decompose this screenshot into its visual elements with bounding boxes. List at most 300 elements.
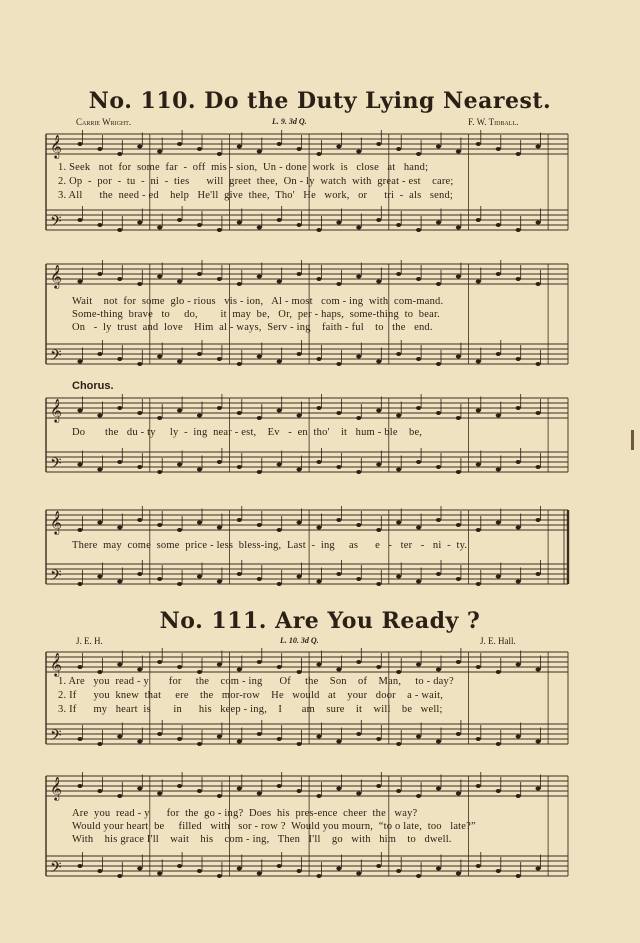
note-head [416, 357, 421, 361]
note-head [137, 572, 142, 576]
note-head [416, 663, 421, 667]
note-head [496, 223, 501, 227]
note-head [97, 468, 102, 472]
note-head [77, 360, 82, 364]
note-head [336, 572, 341, 576]
note-head [217, 406, 222, 410]
note-head [496, 869, 501, 873]
note-head [416, 874, 421, 878]
note-head [436, 668, 441, 672]
note-head [117, 460, 122, 464]
note-head [356, 872, 361, 876]
note-head [476, 528, 481, 532]
hymn-111-verse-2: 2. If you knew that ere the mor-row He would at your door a - wait, [58, 690, 444, 701]
note-head [157, 470, 162, 474]
note-head [197, 789, 202, 793]
note-head [117, 228, 122, 232]
note-head [77, 409, 82, 413]
note-head [516, 228, 521, 232]
note-head [97, 223, 102, 227]
chorus-label: Chorus. [72, 380, 114, 392]
note-head [237, 518, 242, 522]
note-head [97, 869, 102, 873]
svg-text:𝄞: 𝄞 [50, 134, 62, 158]
note-head [157, 872, 162, 876]
note-head [117, 874, 122, 878]
svg-text:𝄞: 𝄞 [50, 510, 62, 534]
note-head [356, 416, 361, 420]
note-head [416, 228, 421, 232]
note-head [436, 572, 441, 576]
note-head [197, 352, 202, 356]
note-head [356, 523, 361, 527]
note-head [117, 580, 122, 584]
note-head [536, 572, 541, 576]
note-head [516, 794, 521, 798]
note-head [516, 357, 521, 361]
note-head [177, 864, 182, 868]
note-head [376, 665, 381, 669]
note-head [336, 465, 341, 469]
note-head [297, 414, 302, 418]
note-head [396, 521, 401, 525]
note-head [97, 575, 102, 579]
note-head [237, 362, 242, 366]
note-head [476, 409, 481, 413]
note-head [416, 277, 421, 281]
hymn-111-verse-3: 3. If my heart is in his keep - ing, I am sure it will be well; [58, 704, 443, 715]
note-head [396, 223, 401, 227]
note-head [496, 670, 501, 674]
note-head [77, 280, 82, 284]
note-head [336, 867, 341, 871]
note-head [297, 468, 302, 472]
note-head [396, 352, 401, 356]
note-head [117, 794, 122, 798]
note-head [97, 352, 102, 356]
note-head [516, 526, 521, 530]
note-head [117, 526, 122, 530]
hymn-111-line-2c: With his grace I'll wait his com - ing, Then I'll go with him to dwell. [72, 834, 452, 845]
note-head [356, 470, 361, 474]
note-head [297, 223, 302, 227]
hymn-110-meter: L. 9. 3d Q. [272, 117, 307, 126]
note-head [496, 789, 501, 793]
hymn-110-chorus-system-1 [0, 390, 640, 490]
note-head [336, 740, 341, 744]
note-head [516, 580, 521, 584]
note-head [456, 470, 461, 474]
note-head [197, 742, 202, 746]
note-head [436, 518, 441, 522]
svg-text:𝄞: 𝄞 [50, 776, 62, 800]
note-head [356, 275, 361, 279]
note-head [456, 226, 461, 230]
hymn-110-line-2a: Wait not for some glo - rious vis - ion, Al - most com - ing with com-mand. [72, 296, 444, 307]
note-head [157, 577, 162, 581]
note-head [476, 864, 481, 868]
note-head [137, 411, 142, 415]
note-head [476, 360, 481, 364]
note-head [396, 272, 401, 276]
note-head [217, 735, 222, 739]
note-head [476, 665, 481, 669]
hymn-110-line-2b: Some-thing brave to do, it may be, Or, per - haps, some-thing to bear. [72, 309, 440, 320]
note-head [277, 784, 282, 788]
note-head [137, 787, 142, 791]
note-head [516, 152, 521, 156]
note-head [376, 582, 381, 586]
note-head [376, 864, 381, 868]
note-head [177, 737, 182, 741]
note-head [277, 665, 282, 669]
note-head [376, 218, 381, 222]
note-head [436, 740, 441, 744]
note-head [297, 742, 302, 746]
note-head [197, 223, 202, 227]
note-head [177, 784, 182, 788]
note-head [356, 732, 361, 736]
note-head [237, 282, 242, 286]
note-head [217, 794, 222, 798]
note-head [217, 460, 222, 464]
note-head [536, 465, 541, 469]
note-head [516, 277, 521, 281]
note-head [376, 784, 381, 788]
note-head [217, 277, 222, 281]
note-head [157, 732, 162, 736]
note-head [316, 735, 321, 739]
note-head [197, 575, 202, 579]
note-head [137, 867, 142, 871]
svg-text:𝄢: 𝄢 [50, 859, 62, 880]
note-head [536, 221, 541, 225]
note-head [277, 463, 282, 467]
note-head [117, 735, 122, 739]
note-head [177, 142, 182, 146]
note-head [257, 792, 262, 796]
note-head [456, 355, 461, 359]
note-head [217, 663, 222, 667]
svg-text:𝄢: 𝄢 [50, 213, 62, 234]
note-head [456, 523, 461, 527]
note-head [436, 362, 441, 366]
note-head [456, 416, 461, 420]
note-head [277, 218, 282, 222]
hymn-111-verse-1: 1. Are you read - y for the com - ing Of the Son of Man, to - day? [58, 676, 454, 687]
note-head [416, 460, 421, 464]
note-head [257, 577, 262, 581]
note-head [416, 735, 421, 739]
note-head [297, 147, 302, 151]
note-head [137, 668, 142, 672]
note-head [376, 142, 381, 146]
hymn-111-lyricist: J. E. H. [76, 636, 103, 646]
note-head [416, 406, 421, 410]
note-head [316, 580, 321, 584]
note-head [436, 867, 441, 871]
note-head [77, 463, 82, 467]
note-head [496, 414, 501, 418]
note-head [316, 460, 321, 464]
note-head [297, 352, 302, 356]
note-head [297, 521, 302, 525]
note-head [476, 280, 481, 284]
note-head [376, 280, 381, 284]
note-head [297, 670, 302, 674]
note-head [197, 670, 202, 674]
note-head [316, 526, 321, 530]
page-edge-mark [631, 430, 634, 450]
note-head [77, 737, 82, 741]
note-head [257, 226, 262, 230]
note-head [97, 670, 102, 674]
note-head [436, 145, 441, 149]
note-head [97, 521, 102, 525]
note-head [436, 411, 441, 415]
note-head [77, 665, 82, 669]
note-head [237, 572, 242, 576]
note-head [516, 406, 521, 410]
note-head [277, 409, 282, 413]
note-head [316, 277, 321, 281]
note-head [277, 528, 282, 532]
note-head [376, 463, 381, 467]
note-head [277, 864, 282, 868]
note-head [277, 360, 282, 364]
note-head [217, 357, 222, 361]
note-head [217, 228, 222, 232]
note-head [177, 360, 182, 364]
note-head [237, 465, 242, 469]
note-head [297, 869, 302, 873]
note-head [177, 528, 182, 532]
note-head [476, 218, 481, 222]
note-head [496, 352, 501, 356]
note-head [316, 228, 321, 232]
note-head [316, 794, 321, 798]
note-head [237, 740, 242, 744]
note-head [536, 668, 541, 672]
hymn-110-chorus-line-1: Do the du - ty ly - ing near - est, Ev - en tho' it hum - ble be, [72, 427, 423, 438]
note-head [237, 145, 242, 149]
note-head [416, 526, 421, 530]
note-head [476, 737, 481, 741]
note-head [137, 221, 142, 225]
note-head [536, 740, 541, 744]
note-head [237, 668, 242, 672]
hymn-110-verse-1: 1. Seek not for some far - off mis - sion, Un - done work is close at hand; [58, 162, 429, 173]
note-head [277, 582, 282, 586]
note-head [137, 282, 142, 286]
note-head [336, 518, 341, 522]
note-head [376, 737, 381, 741]
note-head [316, 152, 321, 156]
note-head [257, 523, 262, 527]
note-head [177, 582, 182, 586]
svg-text:𝄢: 𝄢 [50, 567, 62, 588]
note-head [157, 792, 162, 796]
note-head [396, 414, 401, 418]
note-head [356, 355, 361, 359]
note-head [197, 521, 202, 525]
note-head [376, 409, 381, 413]
note-head [496, 575, 501, 579]
note-head [416, 152, 421, 156]
note-head [496, 147, 501, 151]
hymn-110-verse-3: 3. All the need - ed help He'll give thee, Tho' He work, or tri - als send; [58, 190, 454, 201]
note-head [77, 528, 82, 532]
note-head [217, 152, 222, 156]
note-head [436, 465, 441, 469]
note-head [97, 742, 102, 746]
note-head [117, 152, 122, 156]
note-head [137, 362, 142, 366]
svg-text:𝄢: 𝄢 [50, 727, 62, 748]
svg-text:𝄢: 𝄢 [50, 347, 62, 368]
note-head [356, 792, 361, 796]
note-head [77, 582, 82, 586]
note-head [396, 742, 401, 746]
note-head [516, 663, 521, 667]
note-head [476, 463, 481, 467]
note-head [297, 272, 302, 276]
note-head [157, 226, 162, 230]
note-head [97, 789, 102, 793]
hymn-111-line-2b: Would your heart be filled with sor - row ? Would you mourn, “to o late, too late?” [72, 821, 476, 832]
note-head [456, 732, 461, 736]
note-head [217, 580, 222, 584]
note-head [396, 869, 401, 873]
note-head [117, 277, 122, 281]
note-head [197, 272, 202, 276]
note-head [396, 670, 401, 674]
note-head [536, 867, 541, 871]
note-head [177, 280, 182, 284]
note-head [336, 362, 341, 366]
note-head [436, 282, 441, 286]
note-head [137, 145, 142, 149]
note-head [496, 468, 501, 472]
note-head [516, 874, 521, 878]
note-head [536, 362, 541, 366]
hymn-111-title: No. 111. Are You Ready ? [159, 608, 481, 634]
note-head [456, 150, 461, 154]
note-head [476, 142, 481, 146]
note-head [316, 406, 321, 410]
note-head [456, 872, 461, 876]
note-head [496, 521, 501, 525]
note-head [536, 145, 541, 149]
note-head [137, 518, 142, 522]
note-head [77, 784, 82, 788]
note-head [356, 150, 361, 154]
note-head [117, 357, 122, 361]
note-head [257, 660, 262, 664]
note-head [456, 792, 461, 796]
note-head [237, 787, 242, 791]
note-head [396, 147, 401, 151]
note-head [336, 411, 341, 415]
note-head [516, 460, 521, 464]
note-head [77, 864, 82, 868]
svg-text:𝄢: 𝄢 [50, 455, 62, 476]
note-head [177, 218, 182, 222]
note-head [536, 518, 541, 522]
svg-text:𝄞: 𝄞 [50, 652, 62, 676]
note-head [217, 526, 222, 530]
note-head [257, 732, 262, 736]
hymn-110-lyricist: Carrie Wright. [76, 117, 132, 127]
note-head [536, 282, 541, 286]
hymn-111-composer: J. E. Hall. [480, 636, 516, 646]
note-head [237, 221, 242, 225]
note-head [137, 465, 142, 469]
note-head [416, 794, 421, 798]
note-head [97, 414, 102, 418]
note-head [476, 784, 481, 788]
note-head [536, 787, 541, 791]
note-head [157, 150, 162, 154]
note-head [336, 787, 341, 791]
note-head [257, 872, 262, 876]
note-head [416, 580, 421, 584]
note-head [376, 360, 381, 364]
note-head [316, 663, 321, 667]
hymn-110-chorus-system-2 [0, 502, 640, 602]
note-head [496, 742, 501, 746]
note-head [237, 867, 242, 871]
note-head [436, 221, 441, 225]
note-head [197, 414, 202, 418]
hymn-111-meter: L. 10. 3d Q. [280, 636, 319, 645]
note-head [396, 575, 401, 579]
note-head [137, 740, 142, 744]
note-head [356, 577, 361, 581]
note-head [177, 463, 182, 467]
note-head [297, 789, 302, 793]
hymn-110-composer: F. W. Tidball. [468, 117, 519, 127]
note-head [157, 523, 162, 527]
note-head [356, 226, 361, 230]
note-head [396, 468, 401, 472]
note-head [277, 280, 282, 284]
note-head [336, 282, 341, 286]
note-head [336, 668, 341, 672]
note-head [97, 272, 102, 276]
note-head [257, 416, 262, 420]
note-head [117, 663, 122, 667]
note-head [277, 142, 282, 146]
note-head [177, 409, 182, 413]
svg-text:𝄞: 𝄞 [50, 264, 62, 288]
note-head [356, 660, 361, 664]
note-head [97, 147, 102, 151]
note-head [197, 468, 202, 472]
note-head [197, 147, 202, 151]
note-head [177, 665, 182, 669]
hymn-110-line-2c: On - ly trust and love Him al - ways, Serv - ing faith - ful to the end. [72, 322, 433, 333]
note-head [376, 528, 381, 532]
hymn-110-chorus-line-2: There may come some price - less bless-ing, Last - ing as e - ter - ni - ty. [72, 540, 468, 551]
note-head [277, 737, 282, 741]
note-head [476, 582, 481, 586]
note-head [157, 660, 162, 664]
note-head [217, 874, 222, 878]
note-head [336, 145, 341, 149]
note-head [257, 275, 262, 279]
note-head [297, 575, 302, 579]
